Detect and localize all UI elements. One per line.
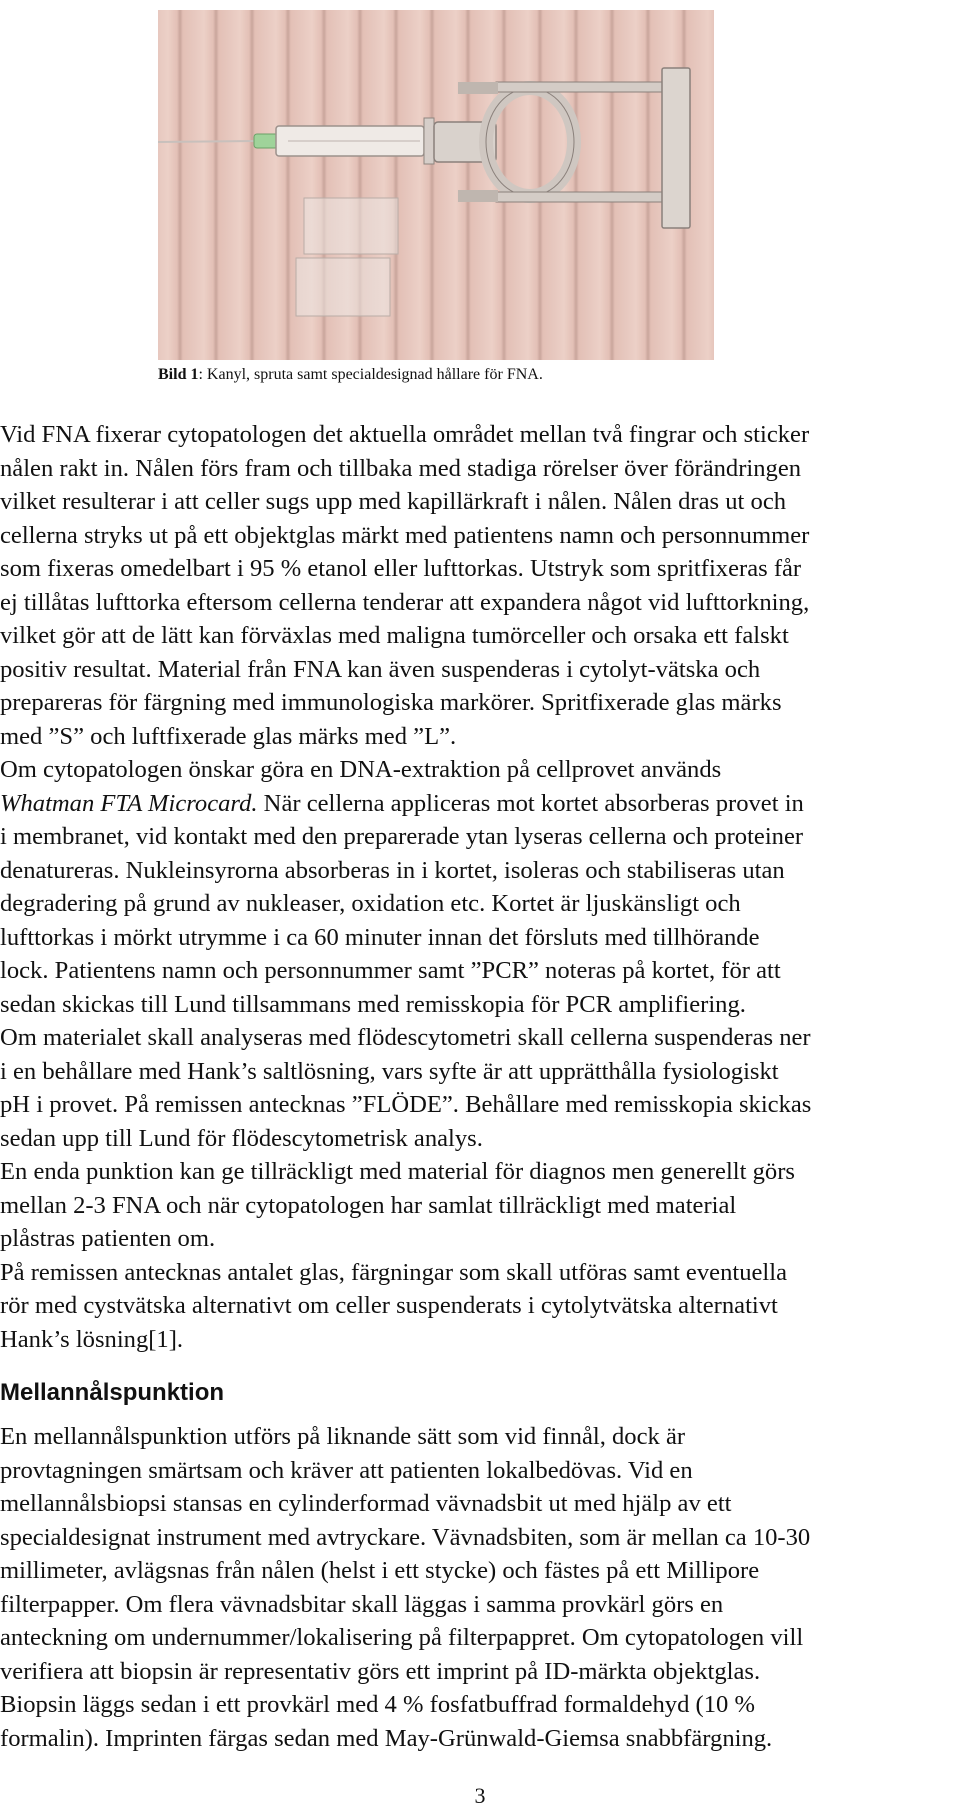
syringe-flange-shape xyxy=(424,118,434,164)
figure-caption xyxy=(158,365,543,385)
text-line: verifiera att biopsin är representativ görs ett imprint på ID-märkta objektglas. xyxy=(0,1657,761,1685)
text-line-italic xyxy=(0,787,958,821)
product-name: Whatman FTA Microcard. xyxy=(0,789,258,817)
caption-text: : Kanyl, spruta samt specialdesignad hållare för FNA. xyxy=(198,366,543,383)
text-line: Om cytopatologen önskar göra en DNA-extraktion på cellprovet används xyxy=(0,756,722,783)
needle-shape xyxy=(158,141,256,142)
page-number: 3 xyxy=(474,1783,486,1808)
text-line: ej tillåtas lufttorka eftersom cellerna tenderar att expandera något vid lufttorkning, xyxy=(0,588,810,616)
text-line: vilket resulterar i att celler sugs upp med kapillärkraft i nålen. Nålen dras ut och xyxy=(0,488,787,515)
text-line: sedan skickas till Lund tillsammans med remisskopia för PCR amplifiering. xyxy=(0,990,746,1018)
holder-ring-outline xyxy=(486,88,574,196)
spring-bottom-shape xyxy=(458,190,498,202)
text-line: Om materialet skall analyseras med flödescytometri skall cellerna suspenderas ner xyxy=(0,1024,811,1051)
text-line: prepareras för färgning med immunologiska markörer. Spritfixerade glas märks xyxy=(0,689,782,716)
text-line: Vid FNA fixerar cytopatologen det aktuella området mellan två fingrar och sticker xyxy=(0,421,810,448)
glass-slide-1 xyxy=(304,198,398,254)
holder-end-bar xyxy=(662,68,690,228)
text-line: lufttorkas i mörkt utrymme i ca 60 minuter innan det försluts med tillhörande xyxy=(0,923,760,951)
text-line: filterpapper. Om flera vävnadsbitar skall läggas i samma provkärl görs en xyxy=(0,1590,724,1618)
text-line: millimeter, avlägsnas från nålen (helst i ett stycke) och fästes på ett Millipore xyxy=(0,1557,760,1584)
figure-photo xyxy=(158,10,714,360)
text-line: specialdesignat instrument med avtryckare. Vävnadsbiten, som är mellan ca 10-30 xyxy=(0,1523,811,1551)
syringe-holder-illustration xyxy=(158,10,714,360)
text-line: denatureras. Nukleinsyrorna absorberas in i kortet, isoleras och stabiliseras utan xyxy=(0,856,785,884)
holder-rod-bottom xyxy=(496,192,666,202)
text-line: lock. Patientens namn och personnummer samt ”PCR” noteras på kortet, för att xyxy=(0,957,781,984)
spring-top-shape xyxy=(458,82,498,94)
text-line: i en behållare med Hank’s saltlösning, vars syfte är att upprätthålla fysiologiskt xyxy=(0,1057,779,1085)
caption-label: Bild 1 xyxy=(158,366,199,383)
text-line: En enda punktion kan ge tillräckligt med material för diagnos men generellt görs xyxy=(0,1158,795,1185)
text-line: cellerna stryks ut på ett objektglas märkt med patientens namn och personnummer xyxy=(0,521,810,549)
text-line: degradering på grund av nukleaser, oxidation etc. Kortet är ljuskänsligt och xyxy=(0,890,741,917)
needle-hub-shape xyxy=(254,134,278,148)
section-core-needle-text xyxy=(0,1420,958,1755)
text-line-rest: När cellerna appliceras mot kortet absorberas provet in xyxy=(257,789,804,817)
text-line: positiv resultat. Material från FNA kan även suspenderas i cytolyt-vätska och xyxy=(0,655,761,683)
text-line: nålen rakt in. Nålen förs fram och tillbaka med stadiga rörelser över förändringen xyxy=(0,454,802,482)
glass-slide-2 xyxy=(296,258,390,316)
text-line: På remissen antecknas antalet glas, färgningar som skall utföras samt eventuella xyxy=(0,1258,787,1286)
text-line: i membranet, vid kontakt med den preparerade ytan lyseras cellerna och proteiner xyxy=(0,823,804,850)
section-fna-text xyxy=(0,418,958,1356)
text-line: formalin). Imprinten färgas sedan med May-Grünwald-Giemsa snabbfärgning. xyxy=(0,1724,773,1752)
text-line: Hank’s lösning[1]. xyxy=(0,1325,184,1353)
text-line: plåstras patienten om. xyxy=(0,1225,216,1252)
text-line: En mellannålspunktion utförs på liknande sätt som vid finnål, dock är xyxy=(0,1423,686,1450)
text-line: mellan 2-3 FNA och när cytopatologen har samlat tillräckligt med material xyxy=(0,1191,737,1219)
section-heading: Mellannålspunktion xyxy=(0,1379,225,1406)
holder-rod-top xyxy=(496,82,666,92)
text-line: vilket gör att de lätt kan förväxlas med maligna tumörceller och orsaka ett falskt xyxy=(0,622,789,649)
text-line: med ”S” och luftfixerade glas märks med ”L”. xyxy=(0,722,457,750)
text-line: provtagningen smärtsam och kräver att patienten lokalbedövas. Vid en xyxy=(0,1456,693,1484)
text-line: pH i provet. På remissen antecknas ”FLÖDE”. Behållare med remisskopia skickas xyxy=(0,1091,812,1118)
text-line: mellannålsbiopsi stansas en cylinderformad vävnadsbit ut med hjälp av ett xyxy=(0,1490,732,1517)
text-line: Biopsin läggs sedan i ett provkärl med 4 % fosfatbuffrad formaldehyd (10 % xyxy=(0,1691,755,1718)
text-line: sedan upp till Lund för flödescytometrisk analys. xyxy=(0,1124,483,1152)
text-line: som fixeras omedelbart i 95 % etanol eller lufttorkas. Utstryk som spritfixeras får xyxy=(0,555,802,582)
text-line: rör med cystvätska alternativt om celler suspenderats i cytolytvätska alternativt xyxy=(0,1292,778,1319)
text-line: anteckning om undernummer/lokalisering på filterpappret. Om cytopatologen vill xyxy=(0,1624,804,1651)
